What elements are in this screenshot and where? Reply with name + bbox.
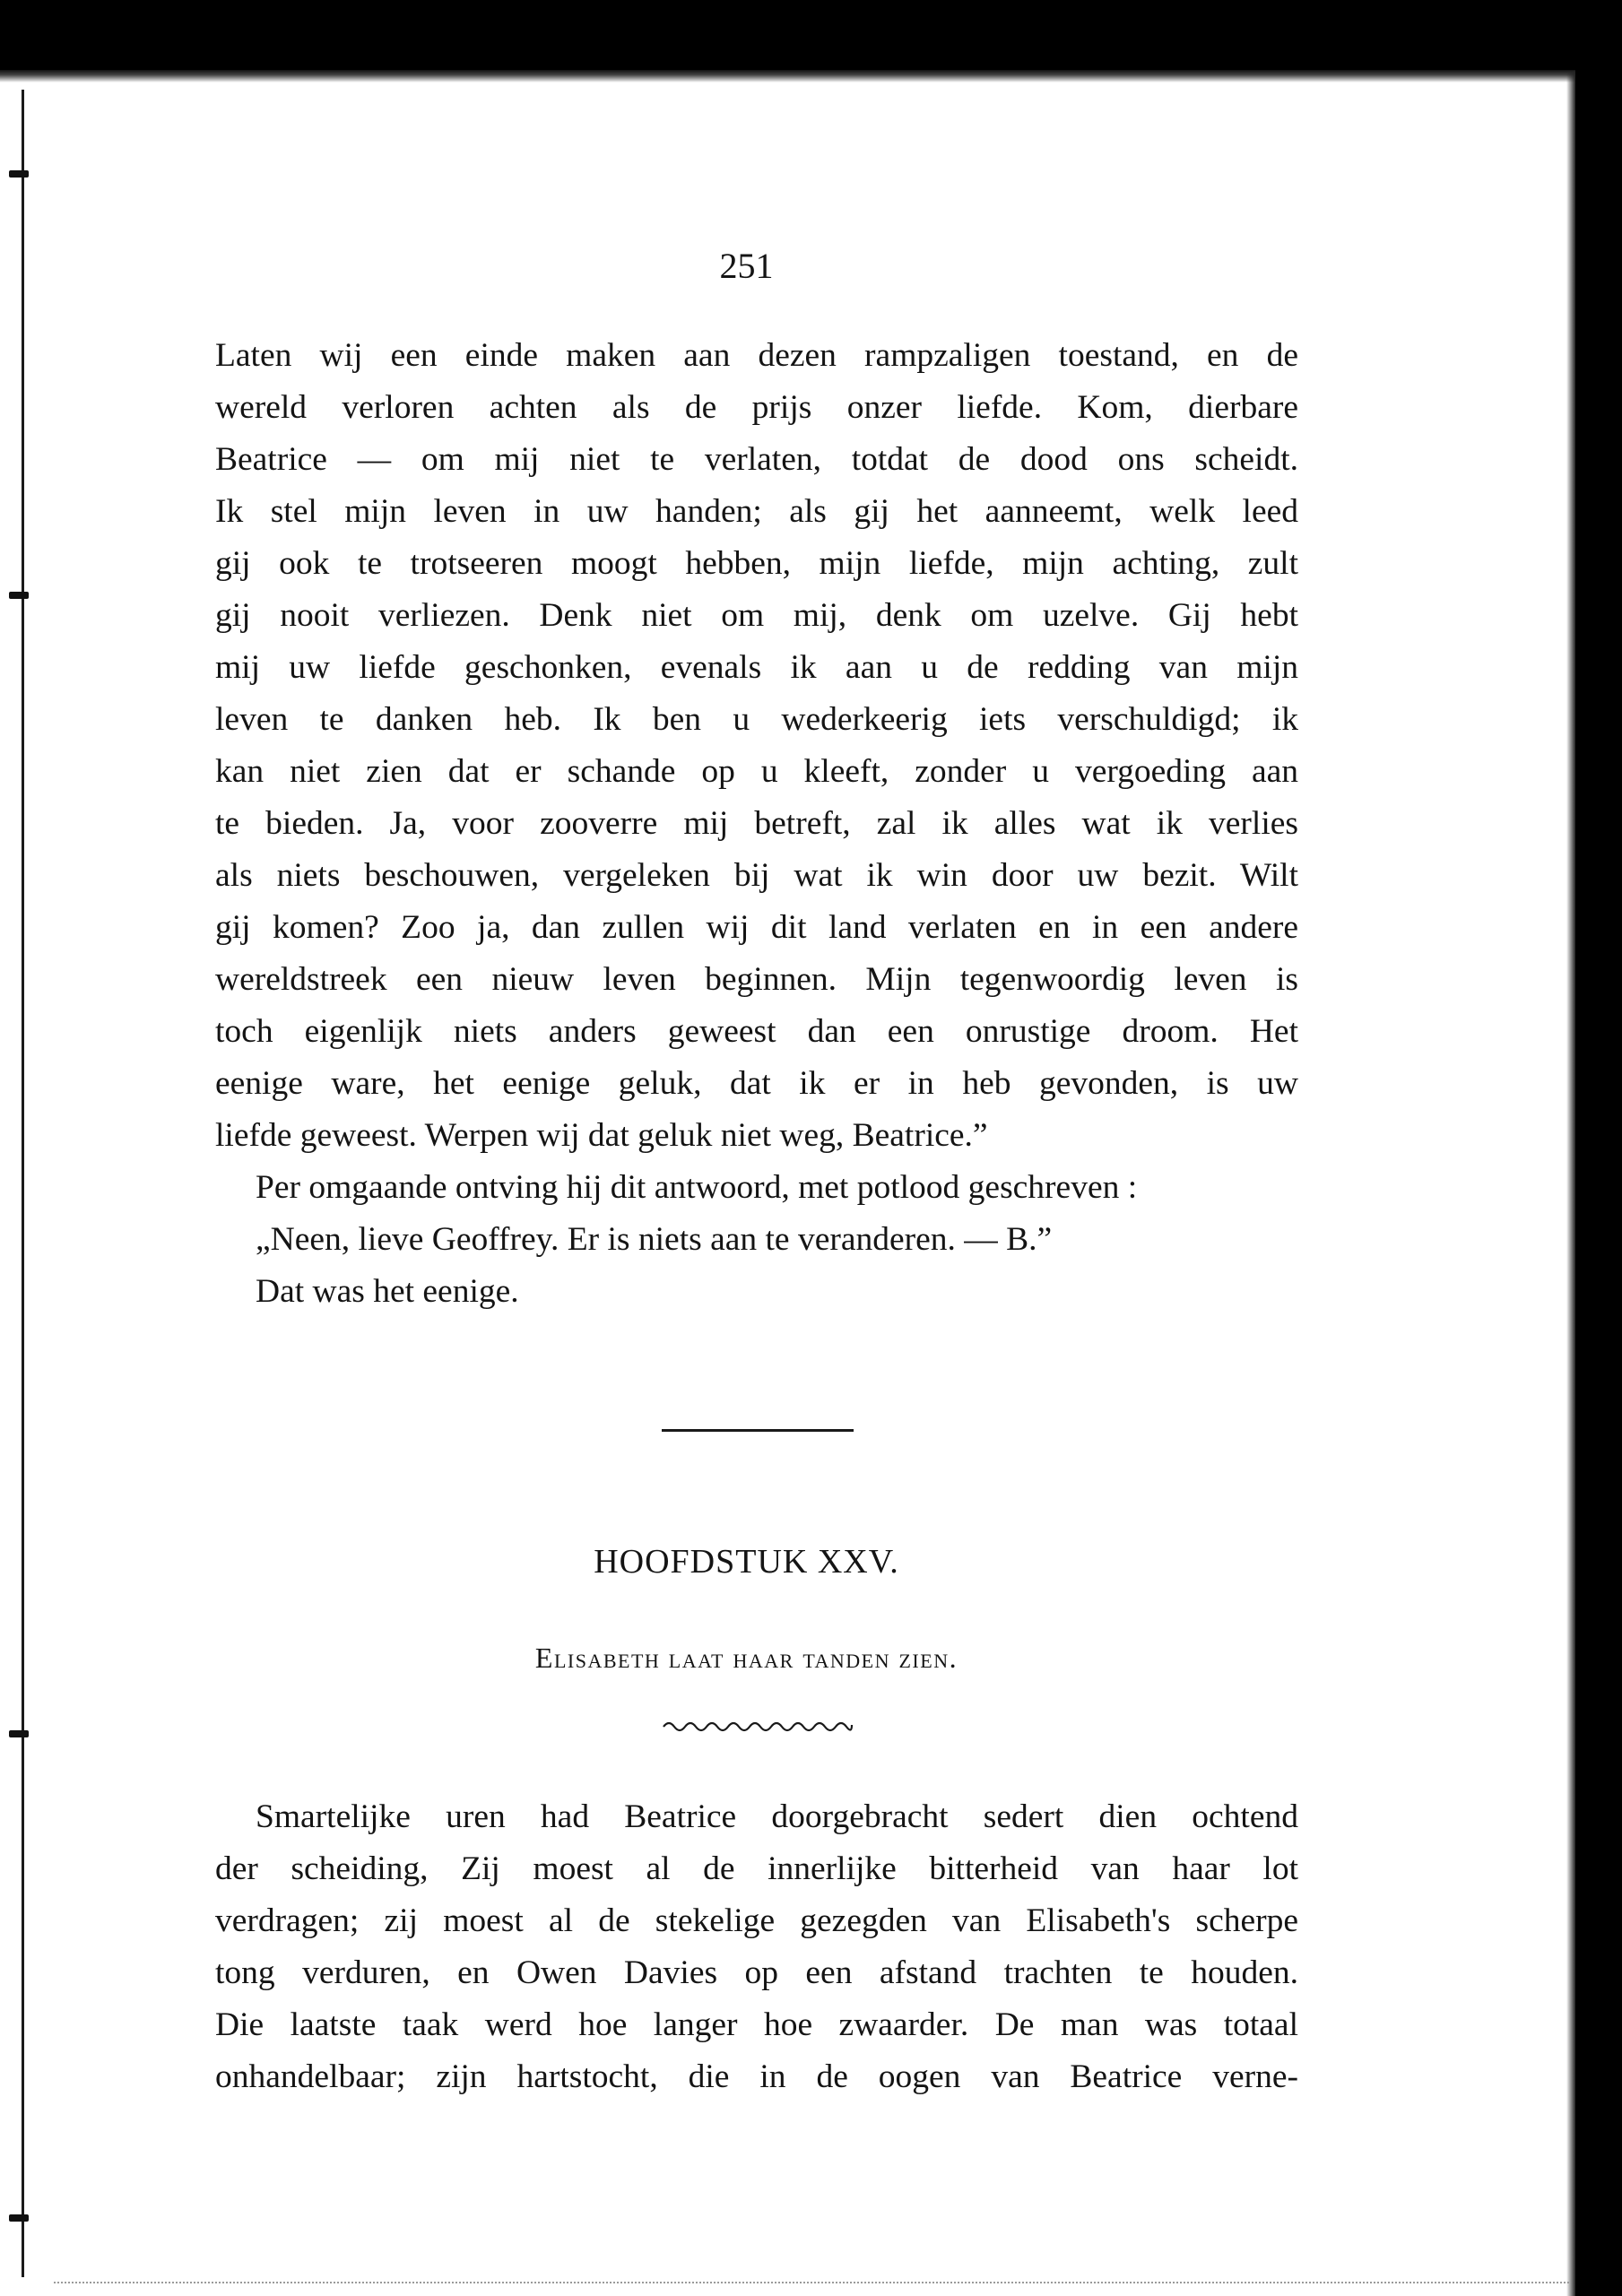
chapter-paragraph <box>215 1791 1298 2103</box>
text-line: te bieden. Ja, voor zooverre mij betreft, zal ik alles wat ik verlies <box>215 805 1298 842</box>
page-number: 251 <box>719 246 774 286</box>
chapter-title: HOOFDSTUK XXV. <box>594 1543 899 1581</box>
text-line: wereld verloren achten als de prijs onzer liefde. Kom, dierbare <box>215 389 1298 426</box>
text-line: Laten wij een einde maken aan dezen rampzaligen toestand, en de <box>215 337 1298 374</box>
text-line: gij nooit verliezen. Denk niet om mij, denk om uzelve. Gij hebt <box>215 597 1298 634</box>
text-line: onhandelbaar; zijn hartstocht, die in de oogen van Beatrice verne- <box>215 2058 1298 2095</box>
scan-border-right <box>1575 0 1622 2296</box>
scan-border-top <box>0 0 1622 70</box>
binding-mark <box>9 592 29 599</box>
reply-closing: Dat was het eenige. <box>256 1273 519 1310</box>
scan-dust-bottom <box>54 2282 1569 2285</box>
text-line: mij uw liefde geschonken, evenals ik aan u de redding van mijn <box>215 649 1298 686</box>
text-line: tong verduren, en Owen Davies op een afstand trachten te houden. <box>215 1954 1298 1991</box>
scan-border-right-edge <box>1566 72 1575 2296</box>
scan-border-top-edge <box>0 70 1622 82</box>
text-line: leven te danken heb. Ik ben u wederkeerig iets verschuldigd; ik <box>215 701 1298 738</box>
text-line: toch eigenlijk niets anders geweest dan een onrustige droom. Het <box>215 1013 1298 1050</box>
text-line: verdragen; zij moest al de stekelige gezegden van Elisabeth's scherpe <box>215 1902 1298 1939</box>
reply-quote: „Neen, lieve Geoffrey. Er is niets aan te veranderen. — B.” <box>256 1221 1053 1258</box>
wave-ornament-icon <box>662 1714 854 1732</box>
binding-mark <box>9 2214 29 2222</box>
reply-intro: Per omgaande ontving hij dit antwoord, met potlood geschreven : <box>256 1169 1138 1206</box>
text-line: Die laatste taak werd hoe langer hoe zwaarder. De man was totaal <box>215 2006 1298 2043</box>
text-line: der scheiding, Zij moest al de innerlijke bitterheid van haar lot <box>215 1850 1298 1887</box>
binding-mark <box>9 170 29 178</box>
text-line: liefde geweest. Werpen wij dat geluk niet weg, Beatrice.” <box>215 1117 988 1154</box>
text-line: wereldstreek een nieuw leven beginnen. Mijn tegenwoordig leven is <box>215 961 1298 998</box>
binding-edge-line <box>22 90 24 2277</box>
binding-mark <box>9 1730 29 1737</box>
text-line: als niets beschouwen, vergeleken bij wat ik win door uw bezit. Wilt <box>215 857 1298 894</box>
letter-paragraph <box>215 330 1298 1162</box>
text-line: gij komen? Zoo ja, dan zullen wij dit land verlaten en in een andere <box>215 909 1298 946</box>
text-line: gij ook te trotseeren moogt hebben, mijn liefde, mijn achting, zult <box>215 545 1298 582</box>
text-line: Ik stel mijn leven in uw handen; als gij het aanneemt, welk leed <box>215 493 1298 530</box>
section-divider <box>662 1429 854 1432</box>
text-line: Beatrice — om mij niet te verlaten, totdat de dood ons scheidt. <box>215 441 1298 478</box>
text-line: kan niet zien dat er schande op u kleeft, zonder u vergoeding aan <box>215 753 1298 790</box>
text-line: eenige ware, het eenige geluk, dat ik er in heb gevonden, is uw <box>215 1065 1298 1102</box>
chapter-subtitle: Elisabeth laat haar tanden zien. <box>534 1642 958 1674</box>
text-line: Smartelijke uren had Beatrice doorgebracht sedert dien ochtend <box>256 1798 1298 1835</box>
